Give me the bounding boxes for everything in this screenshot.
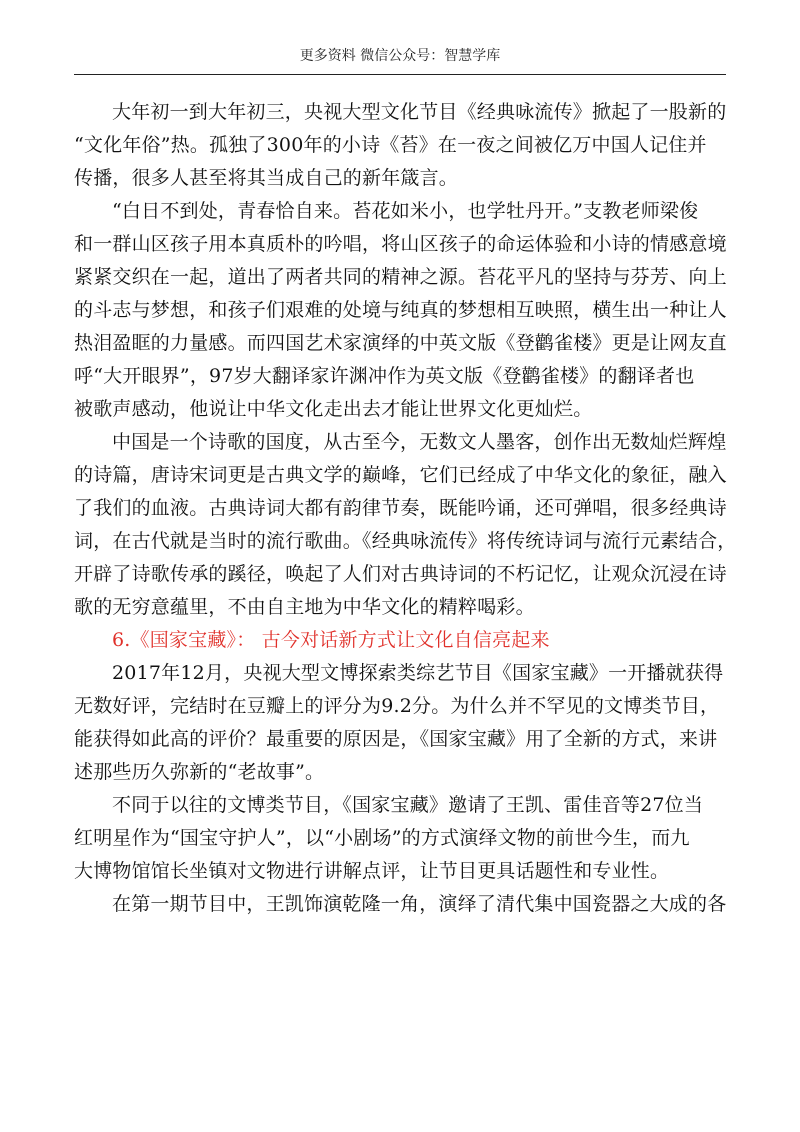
- paragraph: [74, 426, 737, 624]
- text-line: 热泪盈眶的力量感。而四国艺术家演绎的中英文版《登鹳雀楼》更是让网友直: [74, 332, 727, 354]
- text-line: 呼“大开眼界”，97岁大翻译家许渊冲作为英文版《登鹳雀楼》的翻译者也: [74, 365, 695, 387]
- paragraph: [74, 195, 726, 426]
- text-line: 6.《国家宝藏》： 古今对话新方式让文化自信亮起来: [112, 629, 550, 651]
- text-line: 歌的无穷意蕴里，不由自主地为中华文化的精粹喝彩。: [74, 596, 535, 618]
- document-body: [74, 96, 737, 921]
- text-line: 了我们的血液。古典诗词大都有韵律节奏，既能吟诵，还可弹唱，很多经典诗: [74, 497, 727, 519]
- text-line: 无数好评，完结时在豆瓣上的评分为9.2分。为什么并不罕见的文博类节目，: [74, 695, 720, 717]
- text-line: “白日不到处，青春恰自来。苔花如米小，也学牡丹开。”支教老师梁俊: [112, 200, 699, 222]
- text-line: 大年初一到大年初三，央视大型文化节目《经典咏流传》掀起了一股新的: [112, 101, 727, 123]
- paragraph: [74, 888, 726, 921]
- text-line: 在第一期节目中，王凯饰演乾隆一角，演绎了清代集中国瓷器之大成的各: [112, 893, 727, 915]
- text-line: 大博物馆馆长坐镇对文物进行讲解点评，让节目更具话题性和专业性。: [74, 860, 670, 882]
- text-line: 不同于以往的文博类节目，《国家宝藏》邀请了王凯、雷佳音等27位当: [112, 794, 704, 816]
- text-line: 的斗志与梦想，和孩子们艰难的处境与纯真的梦想相互映照，横生出一种让人: [74, 299, 727, 321]
- text-line: 的诗篇，唐诗宋词更是古典文学的巅峰，它们已经成了中华文化的象征，融入: [74, 464, 727, 486]
- section-heading: [74, 624, 726, 657]
- text-line: 开辟了诗歌传承的蹊径，唤起了人们对古典诗词的不朽记忆，让观众沉浸在诗: [74, 563, 727, 585]
- page-header: [74, 44, 726, 75]
- paragraph: [74, 96, 726, 195]
- paragraph: [74, 657, 726, 789]
- text-line: 2017年12月，央视大型文博探索类综艺节目《国家宝藏》一开播就获得: [112, 662, 724, 684]
- text-line: 词，在古代就是当时的流行歌曲。《经典咏流传》将传统诗词与流行元素结合，: [74, 530, 737, 552]
- text-line: 能获得如此高的评价？最重要的原因是，《国家宝藏》用了全新的方式，来讲: [74, 728, 718, 750]
- header-text: 更多资料 微信公众号：智慧学库: [299, 48, 501, 64]
- text-line: 红明星作为“国宝守护人”，以“小剧场”的方式演绎文物的前世今生，而九: [74, 827, 690, 849]
- text-line: 中国是一个诗歌的国度，从古至今，无数文人墨客，创作出无数灿烂辉煌: [112, 431, 727, 453]
- text-line: 述那些历久弥新的“老故事”。: [74, 761, 325, 783]
- text-line: 被歌声感动，他说让中华文化走出去才能让世界文化更灿烂。: [74, 398, 593, 420]
- text-line: “文化年俗”热。孤独了300年的小诗《苔》在一夜之间被亿万中国人记住并: [74, 134, 707, 156]
- text-line: 和一群山区孩子用本真质朴的吟唱，将山区孩子的命运体验和小诗的情感意境: [74, 233, 727, 255]
- text-line: 紧紧交织在一起，道出了两者共同的精神之源。苔花平凡的坚持与芬芳、向上: [74, 266, 727, 288]
- paragraph: [74, 789, 726, 888]
- text-line: 传播，很多人甚至将其当成自己的新年箴言。: [74, 167, 459, 189]
